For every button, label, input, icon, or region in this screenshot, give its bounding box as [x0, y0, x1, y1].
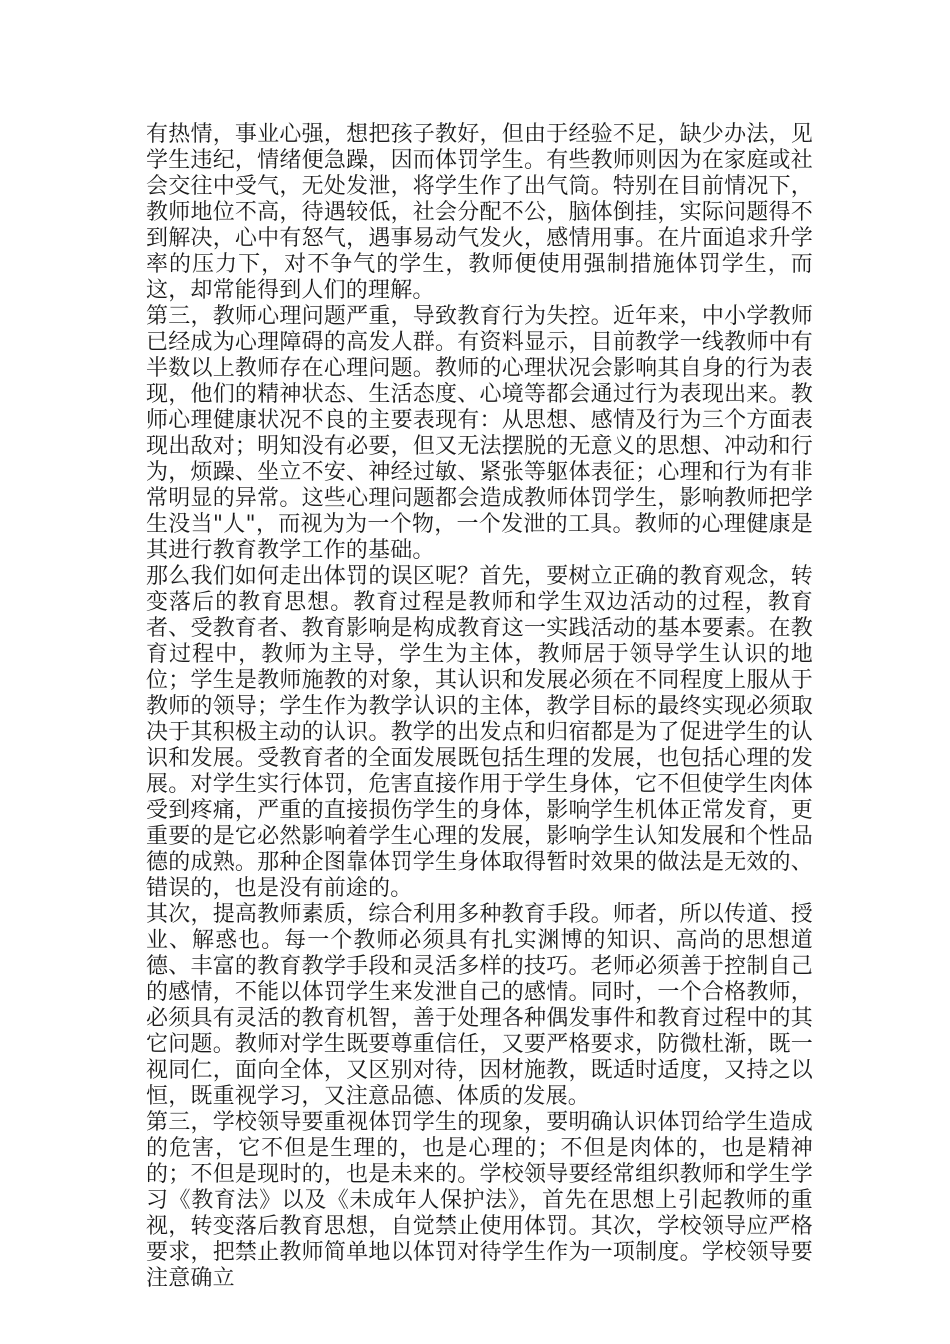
paragraph-1: 有热情，事业心强，想把孩子教好，但由于经验不足，缺少办法，见学生违纪，情绪便急躁，因而体罚学生。有些教师则因为在家庭或社会交往中受气，无处发泄，将学生作了出气筒。特别在目前情况下，教师地位不高，待遇较低，社会分配不公，脑体倒挂，实际问题得不到解决，心中有怒气，遇事易动气发火，感情用事。在片面追求升学率的压力下，对不争气的学生，教师便使用强制措施体罚学生，而这，却常能得到人们的理解。	[146, 122, 813, 303]
paragraph-5: 第三，学校领导要重视体罚学生的现象，要明确认识体罚给学生造成的危害，它不但是生理的，也是心理的；不但是肉体的，也是精神的；不但是现时的，也是未来的。学校领导要经常组织教师和学生学习《教育法》以及《未成年人保护法》，首先在思想上引起教师的重视，转变落后教育思想，自觉禁止使用体罚。其次，学校领导应严格要求，把禁止教师简单地以体罚对待学生作为一项制度。学校领导要注意确立	[146, 1110, 813, 1291]
paragraph-4: 其次，提高教师素质，综合利用多种教育手段。师者，所以传道、授业、解惑也。每一个教师必须具有扎实渊博的知识、高尚的思想道德、丰富的教育教学手段和灵活多样的技巧。老师必须善于控制自己的感情，不能以体罚学生来发泄自己的感情。同时，一个合格教师，必须具有灵活的教育机智，善于处理各种偶发事件和教育过程中的其它问题。教师对学生既要尊重信任，又要严格要求，防微杜渐，既一视同仁，面向全体，又区别对待，因材施教，既适时适度，又持之以恒，既重视学习，又注意品德、体质的发展。	[146, 902, 813, 1109]
document-body	[146, 122, 813, 1292]
paragraph-2: 第三，教师心理问题严重，导致教育行为失控。近年来，中小学教师已经成为心理障碍的高发人群。有资料显示，目前教学一线教师中有半数以上教师存在心理问题。教师的心理状况会影响其自身的行为表现，他们的精神状态、生活态度、心境等都会通过行为表现出来。教师心理健康状况不良的主要表现有：从思想、感情及行为三个方面表现出敌对；明知没有必要，但又无法摆脱的无意义的思想、冲动和行为，烦躁、坐立不安、神经过敏、紧张等躯体表征；心理和行为有非常明显的异常。这些心理问题都会造成教师体罚学生，影响教师把学生没当"人"，而视为为一个物，一个发泄的工具。教师的心理健康是其进行教育教学工作的基础。	[146, 304, 813, 563]
paragraph-3: 那么我们如何走出体罚的误区呢？首先，要树立正确的教育观念，转变落后的教育思想。教育过程是教师和学生双边活动的过程，教育者、受教育者、教育影响是构成教育这一实践活动的基本要素。在教育过程中，教师为主导，学生为主体，教师居于领导学生认识的地位；学生是教师施教的对象，其认识和发展必须在不同程度上服从于教师的领导；学生作为教学认识的主体，教学目标的最终实现必须取决于其积极主动的认识。教学的出发点和归宿都是为了促进学生的认识和发展。受教育者的全面发展既包括生理的发展，也包括心理的发展。对学生实行体罚，危害直接作用于学生身体，它不但使学生肉体受到疼痛，严重的直接损伤学生的身体，影响学生机体正常发育，更重要的是它必然影响着学生心理的发展，影响学生认知发展和个性品德的成熟。那种企图靠体罚学生身体取得暂时效果的做法是无效的、错误的，也是没有前途的。	[146, 564, 813, 901]
